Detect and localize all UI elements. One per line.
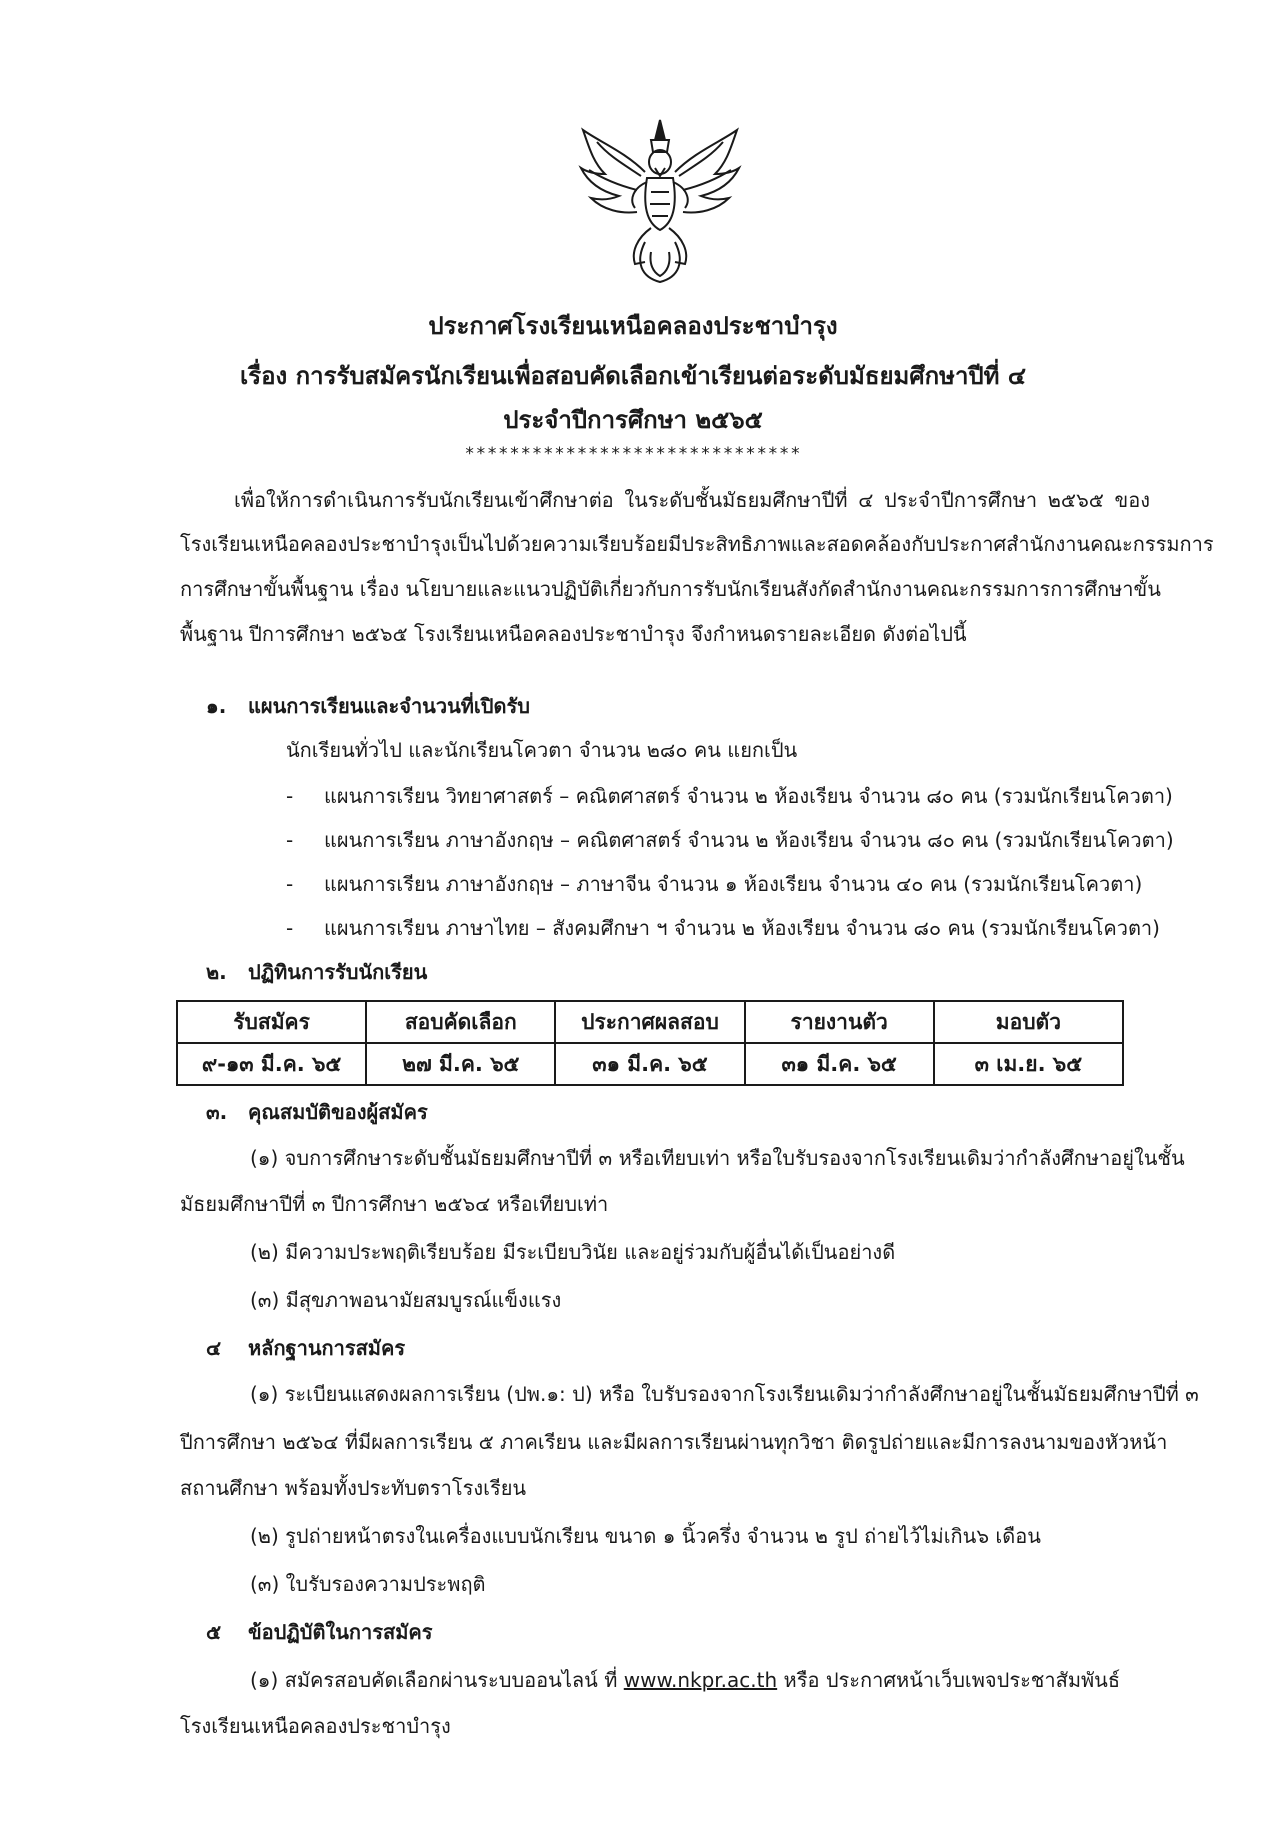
table-header-cell: สอบคัดเลือก	[366, 1001, 555, 1043]
study-plan-item: แผนการเรียน ภาษาไทย – สังคมศึกษา ฯ จำนวน ๒ ห้องเรียน จำนวน ๘๐ คน (รวมนักเรียนโควตา)	[324, 916, 1160, 940]
evidence-item-1-cont: ปีการศึกษา ๒๕๖๔ ที่มีผลการเรียน ๕ ภาคเรียน และมีผลการเรียนผ่านทุกวิชา ติดรูปถ่ายและมีการลงนามของหัวหน้า	[180, 1430, 1168, 1454]
table-cell: ๒๗ มี.ค. ๖๕	[366, 1043, 555, 1085]
announcement-subject: เรื่อง การรับสมัครนักเรียนเพื่อสอบคัดเลือกเข้าเรียนต่อระดับมัธยมศึกษาปีที่ ๔	[240, 362, 1026, 390]
table-header-cell: ประกาศผลสอบ	[555, 1001, 744, 1043]
table-row	[177, 1043, 1123, 1085]
section-2-number: ๒.	[206, 960, 227, 984]
application-item-1-suffix: หรือ ประกาศหน้าเว็บเพจประชาสัมพันธ์	[783, 1668, 1121, 1692]
school-website-link[interactable]: www.nkpr.ac.th	[623, 1668, 778, 1692]
qualification-item-1: (๑) จบการศึกษาระดับชั้นมัธยมศึกษาปีที่ ๓ หรือเทียบเท่า หรือใบรับรองจากโรงเรียนเดิมว่ากำลังศึกษาอยู่ในชั้น	[250, 1146, 1185, 1170]
intro-line-2: โรงเรียนเหนือคลองประชาบำรุงเป็นไปด้วยความเรียบร้อยมีประสิทธิภาพและสอดคล้องกับประกาศสำนักงานคณะกรรมการ	[180, 532, 1214, 556]
qualification-item-3: (๓) มีสุขภาพอนามัยสมบูรณ์แข็งแรง	[250, 1288, 562, 1312]
announcement-title: ประกาศโรงเรียนเหนือคลองประชาบำรุง	[428, 312, 838, 340]
study-plan-item: แผนการเรียน ภาษาอังกฤษ – คณิตศาสตร์ จำนวน ๒ ห้องเรียน จำนวน ๘๐ คน (รวมนักเรียนโควตา)	[324, 828, 1174, 852]
qualification-item-2: (๒) มีความประพฤติเรียบร้อย มีระเบียบวินัย และอยู่ร่วมกับผู้อื่นได้เป็นอย่างดี	[250, 1240, 896, 1264]
admission-calendar-table	[176, 1000, 1124, 1086]
section-1-heading: แผนการเรียนและจำนวนที่เปิดรับ	[248, 694, 530, 718]
intro-line-3: การศึกษาขั้นพื้นฐาน เรื่อง นโยบายและแนวปฏิบัติเกี่ยวกับการรับนักเรียนสังกัดสำนักงานคณะกรรมการการศึกษาขั้น	[180, 577, 1161, 601]
evidence-item-1: (๑) ระเบียนแสดงผลการเรียน (ปพ.๑: ป) หรือ ใบรับรองจากโรงเรียนเดิมว่ากำลังศึกษาอยู่ในชั้นมัธยมศึกษาปีที่ ๓	[250, 1382, 1199, 1406]
application-item-1-cont: โรงเรียนเหนือคลองประชาบำรุง	[180, 1714, 451, 1738]
section-3-number: ๓.	[206, 1100, 228, 1124]
list-dash: -	[286, 828, 294, 852]
section-1-number: ๑.	[206, 694, 227, 718]
evidence-item-2: (๒) รูปถ่ายหน้าตรงในเครื่องแบบนักเรียน ขนาด ๑ นิ้วครึ่ง จำนวน ๒ รูป ถ่ายไว้ไม่เกิน๖ เดือน	[250, 1524, 1041, 1548]
table-header-cell: รับสมัคร	[177, 1001, 366, 1043]
table-header-row	[177, 1001, 1123, 1043]
table-cell: ๓ เม.ย. ๖๕	[934, 1043, 1123, 1085]
study-plan-item: แผนการเรียน วิทยาศาสตร์ – คณิตศาสตร์ จำนวน ๒ ห้องเรียน จำนวน ๘๐ คน (รวมนักเรียนโควตา)	[324, 784, 1173, 808]
application-item-1-text: (๑) สมัครสอบคัดเลือกผ่านระบบออนไลน์ ที่	[250, 1668, 618, 1692]
table-cell: ๓๑ มี.ค. ๖๕	[745, 1043, 934, 1085]
table-cell: ๓๑ มี.ค. ๖๕	[555, 1043, 744, 1085]
garuda-emblem-icon	[575, 112, 745, 287]
evidence-item-3: (๓) ใบรับรองความประพฤติ	[250, 1572, 486, 1596]
section-4-heading: หลักฐานการสมัคร	[248, 1336, 406, 1360]
separator-stars: ******************************	[464, 444, 802, 464]
list-dash: -	[286, 916, 294, 940]
list-dash: -	[286, 784, 294, 808]
evidence-item-1-cont2: สถานศึกษา พร้อมทั้งประทับตราโรงเรียน	[180, 1476, 527, 1500]
section-5-number: ๕	[206, 1620, 222, 1644]
section-2-heading: ปฏิทินการรับนักเรียน	[248, 960, 428, 984]
table-header-cell: มอบตัว	[934, 1001, 1123, 1043]
section-1-summary: นักเรียนทั่วไป และนักเรียนโควตา จำนวน ๒๘๐ คน แยกเป็น	[286, 738, 798, 762]
section-3-heading: คุณสมบัติของผู้สมัคร	[248, 1100, 428, 1124]
table-header-cell: รายงานตัว	[745, 1001, 934, 1043]
intro-line-1: เพื่อให้การดำเนินการรับนักเรียนเข้าศึกษาต่อ ในระดับชั้นมัธยมศึกษาปีที่ ๔ ประจำปีการศึกษา ๒๕๖๕ ของ	[234, 488, 1150, 512]
study-plan-item: แผนการเรียน ภาษาอังกฤษ – ภาษาจีน จำนวน ๑ ห้องเรียน จำนวน ๔๐ คน (รวมนักเรียนโควตา)	[324, 872, 1143, 896]
intro-line-4: พื้นฐาน ปีการศึกษา ๒๕๖๕ โรงเรียนเหนือคลองประชาบำรุง จึงกำหนดรายละเอียด ดังต่อไปนี้	[180, 622, 967, 646]
section-4-number: ๔	[206, 1336, 222, 1360]
application-item-1	[250, 1666, 1120, 1694]
qualification-item-1-cont: มัธยมศึกษาปีที่ ๓ ปีการศึกษา ๒๕๖๔ หรือเทียบเท่า	[180, 1192, 609, 1216]
list-dash: -	[286, 872, 294, 896]
section-5-heading: ข้อปฏิบัติในการสมัคร	[248, 1620, 433, 1644]
table-cell: ๙-๑๓ มี.ค. ๖๕	[177, 1043, 366, 1085]
academic-year: ประจำปีการศึกษา ๒๕๖๕	[503, 406, 763, 434]
